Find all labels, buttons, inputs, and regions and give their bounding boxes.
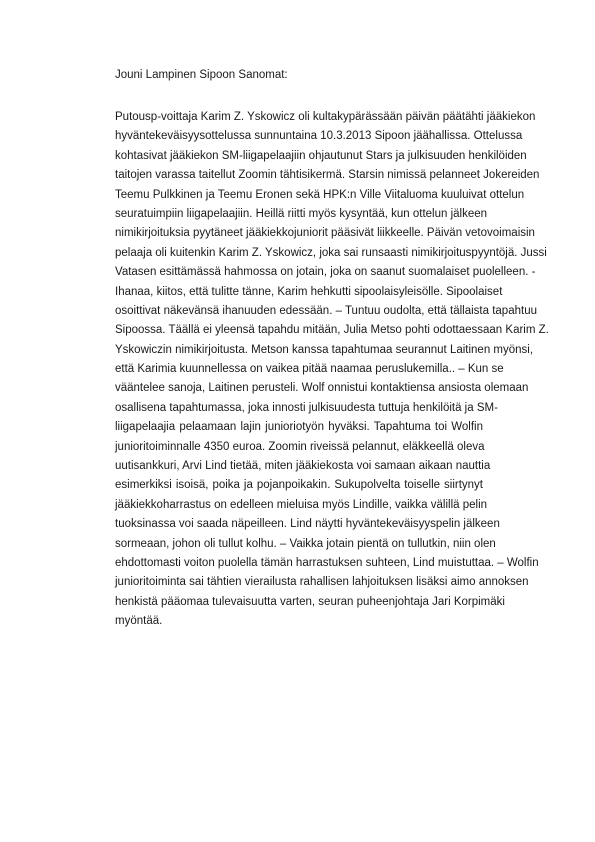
byline: Jouni Lampinen Sipoon Sanomat: [115, 69, 288, 81]
article-line: nimikirjoituksia pyytäneet jääkiekkojuniorit pääsivät liikkeelle. Päivän vetovoimaisin [115, 227, 535, 240]
article-line: Putousp-voittaja Karim Z. Yskowicz oli kultakypärässään päivän päätähti jääkiekon [115, 111, 536, 123]
article-line: Yskowiczin nimikirjoitusta. Metson kanssa tapahtumaa seurannut Laitinen myönsi, [115, 343, 534, 356]
article-line: Vatasen esittämässä hahmossa on jotain, joka on saanut suomalaiset puolelleen. - [115, 266, 536, 279]
article-line: osoittivat näkevänsä ihanuuden edessään. – Tuntuu oudolta, että tällaista tapahtuu [115, 304, 537, 317]
article-line: jääkiekkoharrastus on edelleen mieluisa myös Lindille, vaikka välillä pelin [115, 498, 488, 511]
article-line: liigapelaajia pelaamaan lajin junioriotyön hyväksi. Tapahtuma toi Wolfin [115, 421, 483, 434]
article-line: että Karimia kuunnellessa on vaikea pitää naamaa peruslukemilla.. – Kun se [115, 363, 504, 376]
article-line: taitojen varassa taitellut Zoomin tähtisikermä. Starsin nimissä pelanneet Jokereiden [115, 169, 540, 182]
article-line: osallisena tapahtumassa, joka innosti julkisuudesta tuttuja henkilöitä ja SM- [115, 401, 498, 414]
article-line: henkistä pääomaa tulevaisuutta varten, seuran puheenjohtaja Jari Korpimäki [115, 595, 505, 608]
article-line: hyväntekeväisyysottelussa sunnuntaina 10.3.2013 Sipoon jäähallissa. Ottelussa [115, 130, 523, 143]
article-body [115, 108, 549, 632]
article-line: uutisankkuri, Arvi Lind tietää, miten jääkiekosta voi samaan aikaan nauttia [115, 460, 491, 473]
article-line: junioritoiminnalle 4350 euroa. Zoomin riveissä pelannut, eläkkeellä oleva [115, 440, 485, 453]
article-line: vääntelee sanoja, Laitinen perusteli. Wolf onnistui kontaktiensa ansiosta olemaan [115, 382, 529, 395]
article-line: ehdottomasti voiton puolella tämän harrastuksen suhteen, Lind muistuttaa. – Wolfin [115, 556, 539, 569]
article-line: junioritoiminta sai tähtien vierailusta rahallisen lahjoituksen lisäksi aimo annoksen [115, 576, 529, 589]
article-line: myöntää. [115, 615, 163, 628]
article-line: Sipoossa. Täällä ei yleensä tapahdu mitään, Julia Metso pohti odottaessaan Karim Z. [115, 324, 549, 337]
article-line: Teemu Pulkkinen ja Teemu Eronen sekä HPK:n Ville Viitaluoma kuuluivat ottelun [115, 188, 525, 201]
article-line: sormeaan, johon oli tullut kolhu. – Vaikka jotain pientä on tullutkin, niin olen [115, 537, 496, 550]
article-line: pelaaja oli kuitenkin Karim Z. Yskowicz, joka sai runsaasti nimikirjoituspyyntöjä. Jussi [115, 246, 547, 259]
article-line: Ihanaa, kiitos, että tulitte tänne, Karim hehkutti sipoolaisyleisölle. Sipoolaiset [115, 285, 503, 298]
article-line: kohtasivat jääkiekon SM-liigapelaajiin ohjautunut Stars ja julkisuuden henkilöiden [115, 149, 527, 162]
article-line: esimerkiksi isoisä, poika ja pojanpoikakin. Sukupolvelta toiselle siirtynyt [115, 479, 483, 492]
article-line: seuratuimpiin liigapelaajiin. Heillä riitti myös kysyntää, kun ottelun jälkeen [115, 207, 488, 220]
article-line: tuoksinassa voi saada näpeilleen. Lind näytti hyväntekeväisyyspelin jälkeen [115, 518, 500, 531]
